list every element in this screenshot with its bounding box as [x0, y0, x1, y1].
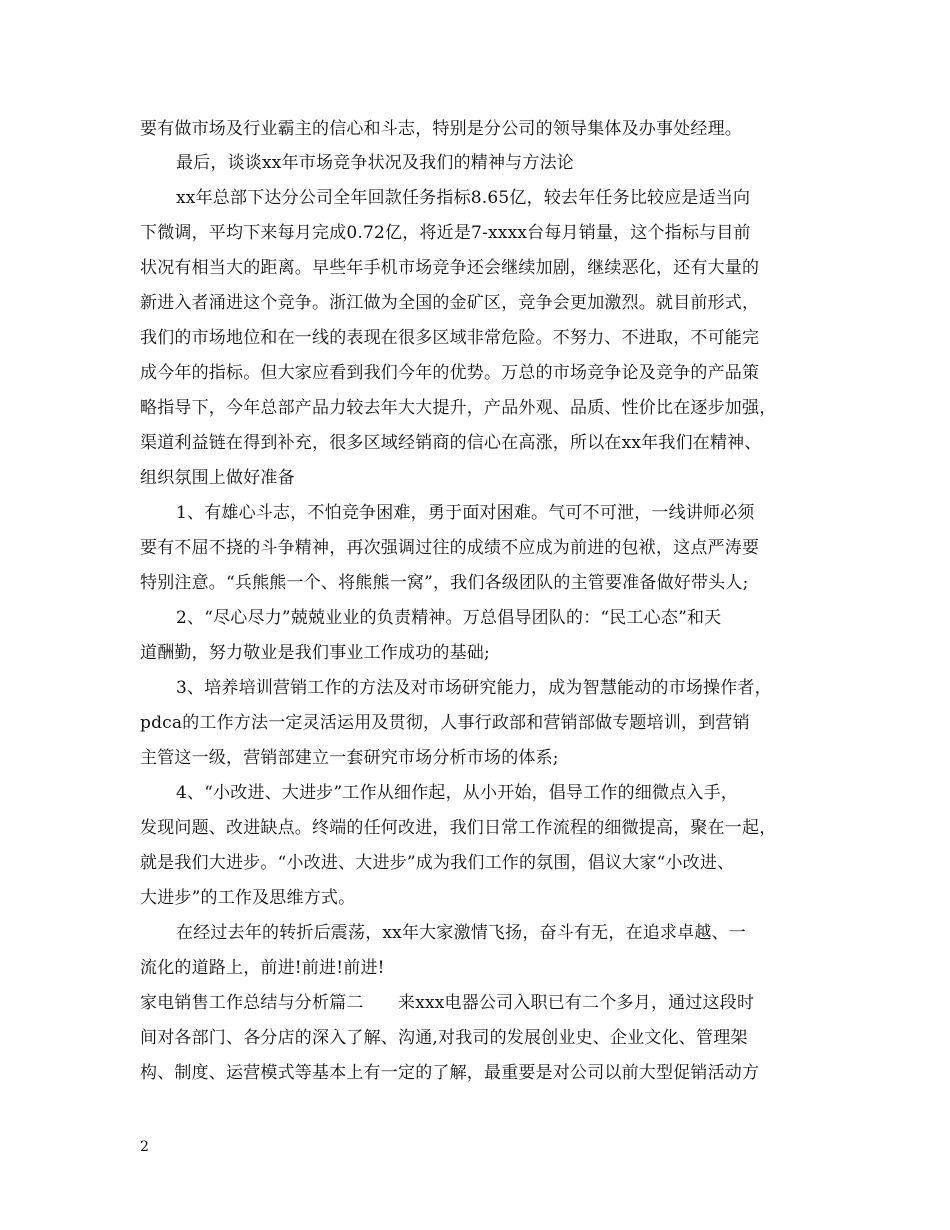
- text-line: 在经过去年的转折后震荡，xx年大家激情飞扬，奋斗有无，在追求卓越、一: [176, 923, 746, 943]
- list-item-1: 1、有雄心斗志，不怕竞争困难，勇于面对困难。气可不可泄，一线讲师必须: [176, 503, 755, 523]
- text-line: 我们的市场地位和在一线的表现在很多区域非常危险。不努力、不进取，不可能完: [140, 328, 760, 348]
- text-line: 组织氛围上做好准备: [140, 468, 295, 488]
- text-line: 就是我们大进步。“小改进、大进步”成为我们工作的氛围，倡议大家“小改进、: [140, 853, 735, 873]
- text-line: 流化的道路上，前进!前进!前进!: [140, 958, 385, 978]
- text-line: 大进步”的工作及思维方式。: [140, 888, 356, 908]
- text-line: 渠道利益链在得到补充，很多区域经销商的信心在高涨，所以在xx年我们在精神、: [140, 433, 762, 453]
- section-title-line: 家电销售工作总结与分析篇二 来xxx电器公司入职已有二个多月，通过这段时: [140, 993, 755, 1013]
- list-item-2: 2、“尽心尽力”兢兢业业的负责精神。万总倡导团队的：“民工心态”和天: [176, 608, 722, 628]
- text-line: 要有做市场及行业霸主的信心和斗志，特别是分公司的领导集体及办事处经理。: [140, 119, 742, 139]
- text-line: pdca的工作方法一定灵活运用及贯彻，人事行政部和营销部做专题培训，到营销: [140, 713, 750, 733]
- text-line: 下微调，平均下来每月完成0.72亿，将近是7-xxxx台每月销量，这个指标与目前: [140, 223, 751, 243]
- text-line: 状况有相当大的距离。早些年手机市场竞争还会继续加剧，继续恶化，还有大量的: [140, 258, 760, 278]
- text-line: 新进入者涌进这个竞争。浙江做为全国的金矿区，竞争会更加激烈。就目前形式，: [140, 293, 760, 313]
- text-line: 主管这一级，营销部建立一套研究市场分析市场的体系;: [140, 748, 559, 768]
- text-line: 道酬勤，努力敬业是我们事业工作成功的基础;: [140, 643, 490, 663]
- section-heading: 最后，谈谈xx年市场竞争状况及我们的精神与方法论: [176, 153, 574, 173]
- text-line: xx年总部下达分公司全年回款任务指标8.65亿，较去年任务比较应是适当向: [176, 188, 751, 208]
- page-number: 2: [140, 1139, 149, 1155]
- list-item-4: 4、“小改进、大进步”工作从细作起，从小开始，倡导工作的细微点入手，: [176, 783, 738, 803]
- list-item-3: 3、培养培训营销工作的方法及对市场研究能力，成为智慧能动的市场操作者，: [176, 678, 772, 698]
- text-line: 特别注意。“兵熊熊一个、将熊熊一窝”，我们各级团队的主管要准备做好带头人;: [140, 573, 749, 593]
- text-line: 略指导下，今年总部产品力较去年大大提升，产品外观、品质、性价比在逐步加强，: [140, 398, 777, 418]
- text-line: 发现问题、改进缺点。终端的任何改进，我们日常工作流程的细微提高，聚在一起，: [140, 818, 777, 838]
- text-line: 构、制度、运营模式等基本上有一定的了解，最重要是对公司以前大型促销活动方: [140, 1063, 760, 1083]
- text-line: 间对各部门、各分店的深入了解、沟通,对我司的发展创业史、企业文化、管理架: [140, 1028, 748, 1048]
- text-line: 成今年的指标。但大家应看到我们今年的优势。万总的市场竞争论及竞争的产品策: [140, 363, 760, 383]
- text-line: 要有不屈不挠的斗争精神，再次强调过往的成绩不应成为前进的包袱，这点严涛要: [140, 538, 760, 558]
